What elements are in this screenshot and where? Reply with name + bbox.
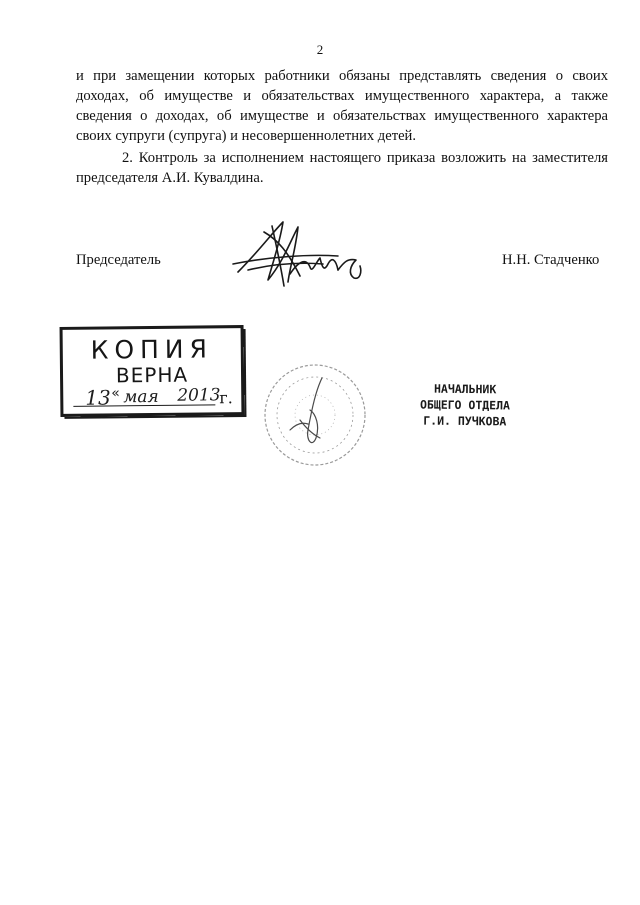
- paragraph-continuation: и при замещении которых работники обязаны представлять сведения о своих доходах, об имуществе и обязательствах имущественного характера, а также сведения о доходах, об имуществе и обязательствах имущественного характера своих супруги (супруга) и несовершеннолетних детей.: [76, 68, 608, 144]
- copy-stamp-subtitle: ВЕРНА: [115, 362, 189, 388]
- signatory-title: Председатель: [76, 252, 161, 268]
- head-stamp-position: НАЧАЛЬНИК: [433, 381, 497, 397]
- signatory-name: Н.Н. Стадченко: [502, 252, 600, 268]
- copy-stamp-day: 13: [85, 385, 111, 410]
- head-stamp-person: Г.И. ПУЧКОВА: [423, 413, 507, 429]
- copy-stamp-month: мая: [123, 386, 159, 408]
- copy-certified-stamp: [60, 325, 245, 417]
- page-number: 2: [316, 42, 324, 57]
- department-head-stamp: [410, 380, 520, 429]
- copy-stamp-year: 2013: [177, 385, 221, 406]
- head-stamp-department: ОБЩЕГО ОТДЕЛА: [419, 397, 511, 413]
- document-body: [76, 66, 608, 188]
- round-seal: [260, 360, 370, 470]
- chairman-signature: [228, 212, 388, 302]
- paragraph-control-clause: 2. Контроль за исполнением настоящего приказа возложить на заместителя председателя А.И. Кувалдина.: [76, 150, 608, 186]
- copy-stamp-title: КОПИЯ: [90, 334, 214, 365]
- copy-stamp-year-suffix: г.: [219, 388, 233, 408]
- copy-stamp-quote: «: [111, 385, 120, 402]
